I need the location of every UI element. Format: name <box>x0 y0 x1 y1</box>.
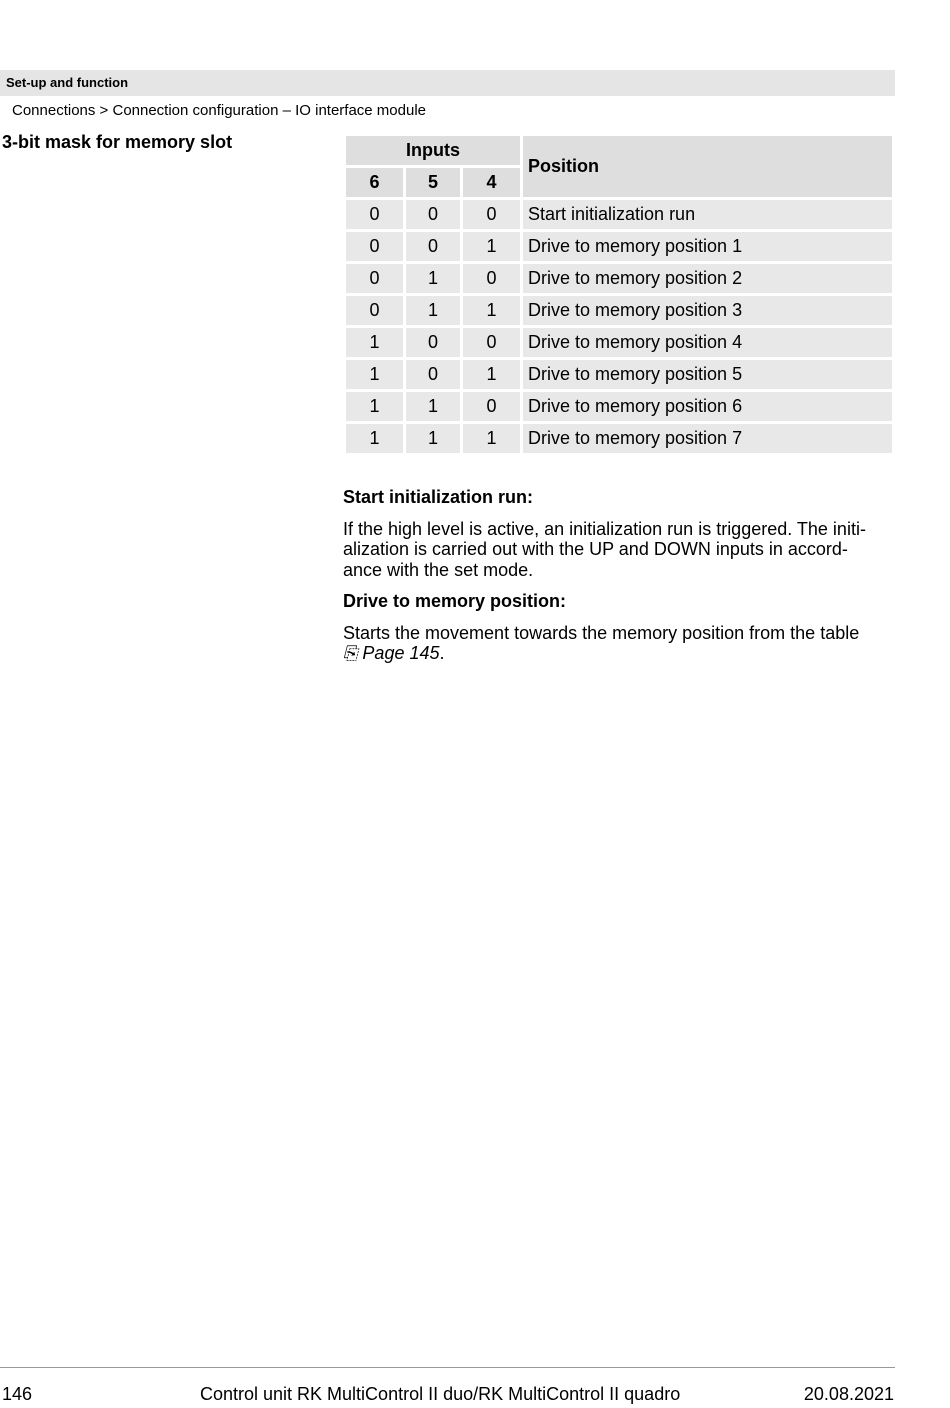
init-line-1: If the high level is active, an initialization run is triggered. The initi- <box>343 518 866 539</box>
bit-4-cell: 0 <box>463 200 520 229</box>
bit-5-cell: 1 <box>406 392 460 421</box>
position-cell: Drive to memory position 3 <box>523 296 892 325</box>
bit-6-cell: 0 <box>346 200 403 229</box>
bit-5-cell: 0 <box>406 232 460 261</box>
footer-page-number: 146 <box>2 1384 33 1404</box>
position-cell: Drive to memory position 1 <box>523 232 892 261</box>
position-header: Position <box>523 136 892 197</box>
bit-6-cell: 0 <box>346 264 403 293</box>
table-row <box>346 264 892 293</box>
table-row <box>346 360 892 389</box>
bit-5-cell: 0 <box>406 360 460 389</box>
bit-4-cell: 0 <box>463 328 520 357</box>
bit-6-cell: 0 <box>346 296 403 325</box>
table-row <box>346 328 892 357</box>
position-cell: Drive to memory position 6 <box>523 392 892 421</box>
init-subheading: Start initialization run: <box>343 487 534 507</box>
footer-divider <box>0 1367 895 1368</box>
footer-document-title: Control unit RK MultiControl II duo/RK MultiControl II quadro <box>200 1384 681 1404</box>
bit-6-cell: 1 <box>346 392 403 421</box>
table-row <box>346 424 892 453</box>
bit-5-header: 5 <box>406 168 460 197</box>
drive-paragraph <box>343 623 891 664</box>
bit-5-cell: 1 <box>406 264 460 293</box>
position-cell: Drive to memory position 5 <box>523 360 892 389</box>
init-line-2: alization is carried out with the UP and DOWN inputs in accord- <box>343 539 848 559</box>
bit-4-cell: 1 <box>463 232 520 261</box>
table-row <box>346 392 892 421</box>
description-content <box>343 487 891 675</box>
section-title: Set-up and function <box>6 75 129 90</box>
init-line-3: ance with the set mode. <box>343 559 534 580</box>
bit-5-cell: 0 <box>406 200 460 229</box>
bit-6-header: 6 <box>346 168 403 197</box>
bit-6-cell: 1 <box>346 424 403 453</box>
inputs-header: Inputs <box>346 136 520 165</box>
memory-slot-table <box>343 133 895 456</box>
bit-6-cell: 1 <box>346 328 403 357</box>
init-paragraph <box>343 519 891 581</box>
bit-4-header: 4 <box>463 168 520 197</box>
drive-ref-suffix: . <box>439 643 445 663</box>
bit-4-cell: 0 <box>463 264 520 293</box>
bit-4-cell: 0 <box>463 392 520 421</box>
bit-4-cell: 1 <box>463 360 520 389</box>
bit-6-cell: 0 <box>346 232 403 261</box>
bit-6-cell: 1 <box>346 360 403 389</box>
drive-subheading: Drive to memory position: <box>343 591 567 611</box>
position-cell: Drive to memory position 7 <box>523 424 892 453</box>
bit-5-cell: 1 <box>406 296 460 325</box>
breadcrumb: Connections > Connection configuration – IO interface module <box>12 102 427 119</box>
footer-date: 20.08.2021 <box>803 1384 894 1404</box>
table-row <box>346 296 892 325</box>
bit-5-cell: 1 <box>406 424 460 453</box>
table-row <box>346 232 892 261</box>
section-header-bar <box>0 70 895 96</box>
page-reference-text: Page 145 <box>362 643 440 663</box>
position-cell: Start initialization run <box>523 200 892 229</box>
drive-text: Starts the movement towards the memory position from the table <box>343 622 860 643</box>
margin-heading: 3-bit mask for memory slot <box>2 132 233 152</box>
bit-4-cell: 1 <box>463 424 520 453</box>
position-cell: Drive to memory position 4 <box>523 328 892 357</box>
position-cell: Drive to memory position 2 <box>523 264 892 293</box>
page-reference-link[interactable] <box>343 643 440 663</box>
bit-4-cell: 1 <box>463 296 520 325</box>
table-row <box>346 200 892 229</box>
bit-5-cell: 0 <box>406 328 460 357</box>
hand-pointer-icon: ⎘ <box>343 643 358 663</box>
